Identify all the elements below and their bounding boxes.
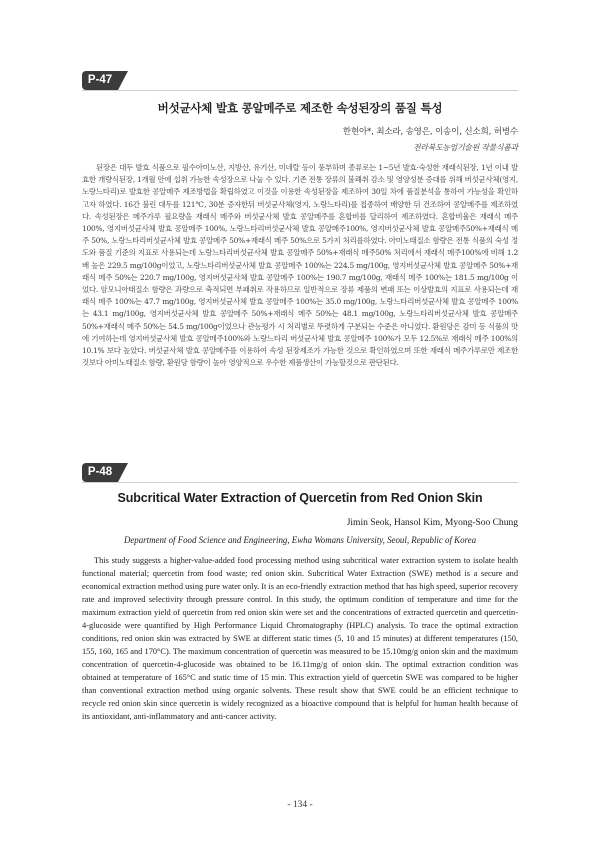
- abstract-tag-p48: P-48: [82, 463, 118, 482]
- authors-english: Jimin Seok, Hansol Kim, Myong-Soo Chung: [346, 518, 518, 528]
- abstract-body-korean: 된장은 대두 발효 식품으로 필수아미노산, 지방산, 유기산, 미네랄 등이 풍부하며 종류로는 1~5년 발효·숙성한 재래식된장, 1년 이내 발효한 개량식된장, 1개월 안에 섭취 가능한 속성장으로 나눌 수 있다. 기존 전통 장류의 불쾌취 감소 및 영양성분 증대를 위해 버섯균사체(영지, 노랑느타리)로 발효한 콩알메주 제조방법을 확립하였고 이것을 이용한 속성된장을 제조하여 30일 차에 품질분석을 통하여 가능성을 확인하고자 하였다. 16간 불린 대두를 121℃, 30분 증자한뒤 버섯균사체(영지, 노랑느타리)를 접종하여 배양한 뒤 건조하여 콩알메주를 제조하였다. 속성된장은 메주가루 필요량을 재래식 메주와 버섯균사체 발효 콩알메주를 혼합비를 달리하여 제조하였다. 혼합비율은 재래식 메주 100%, 영지버섯균사체 발효 콩알메주 100%, 노랑느타리버섯균사체 발효 콩알메주100%, 영지버섯균사체 발효 콩알메주50%+재래식 메주 50%, 노랑느타리버섯균사체 발효 콩알메주 50%+재래식 메주 50%으로 5가지 처리를하였다. 아미노태질소 함량은 전통 식품의 숙성 정도와 품질 기준의 지표로 사용되는데 노랑느타리버섯균사체 발효 콩알메주 50%+재래식 메주50% 처리에서 재래식 메주100%에 비해 1.2배 높은 229.5 mg/100g이었고, 노랑느타리버섯균사체 발효 콩알메주 100%는 224.5 mg/100g, 영지버섯균사체 발효 콩알메주 50%+재래식 메주 50%는 220.7 mg/100g, 영지버섯균사체 발효 콩알메주 100%는 190.7 mg/100g, 재래식 메주 100%는 181.5 mg/100g 이었다. 암모니아태질소 함량은 과량으로 축적되면 부패취로 작용하므로 일반적으로 장류 제품의 변패 또는 이상발효의 지표로 사용되는데 재래식 메주 100%는 47.7 mg/100g, 영지버섯균사체 발효 콩알메주 100%는 35.0 mg/100g, 노랑느타리버섯균사체 발효 콩알메주 100%는 43.1 mg/100g, 영지버섯균사체 발효 콩알메주 50%+재래식 메주 50%는 48.1 mg/100g, 노랑느타리버섯균사체 발효 콩알메주 50%+재래식 메주 50%는 54.5 mg/100g이었으나 관능평가 시 처리별로 뚜렷하게 구분되는 수준은 아니었다. 환원당은 감미 등 식품의 맛에 기여하는데 영지버섯균사체 발효 콩알메주100%와 노랑느타리 버섯균사체 발효 콩알메주 100%가 모두 12.5%로 재래식 메주 100%의 10.1% 보다 높았다. 버섯균사체 발효 콩알메주를 이용하여 속성 된장제조가 가능한 것으로 확인하였으며 또한 재래식 메주가루로만 제조한 것보다 아미노태질소 함량, 환원당 함량이 높아 영양적으로 우수한 제품생산이 가능할것으로 판단된다.: [82, 163, 518, 368]
- authors-korean: 한현아*, 최소라, 송영은, 이송이, 신소희, 허병수: [342, 127, 518, 137]
- abstract-title-english: Subcritical Water Extraction of Quercetin from Red Onion Skin: [117, 491, 483, 505]
- abstract-body-english: This study suggests a higher-value-added food processing method using subcritical water extraction system to isolate health functional material; quercetin from food waste; red onion skin. Subcritical Water Extraction (SWE) method is a secure and economical extraction method using pure water only. It is an eco-friendly extraction method that has high speed, superior recovery rate and improved selectivity through pressure control. In this study, the optimum condition of temperature and time for the maximum extraction yield of quercetin from red onion skin were set and the concentrations of extracted quercetin and quercetin-4-glucoside were quantified by High Performance Liquid Chromatography (HPLC) analysis. To trace the optimal extraction conditions, red onion skin was extracted by SWE at different static times (5, 10 and 15 minutes) at different temperatures (150, 155, 160, 165 and 170°C). The maximum concentration of quercetin was measured to be 15.10mg/g onion skin and the maximum concentration of quercetin-4-glucoside was obtained to be 16.11mg/g of onion skin. The optimal extraction condition was obtained at temperature of 165°C and static time of 15 min. This extraction yield of quercetin SWE was compared to be higher than conventional extraction method using organic solvents. These result show that SWE could be an efficient technique to recycle red onion skin since quercetin is widely recognized as a bioactive compound that is helpful for human health because of its antioxidant, anti-inflammatory and anti-cancer activity.: [82, 556, 518, 721]
- abstract-divider: [82, 482, 518, 483]
- abstract-divider: [82, 90, 518, 91]
- abstract-tag-p47: P-47: [82, 71, 118, 90]
- abstract-title-korean: 버섯균사체 발효 콩알메주로 제조한 속성된장의 품질 특성: [157, 101, 443, 115]
- page-number: - 134 -: [287, 800, 313, 810]
- affiliation-korean: 전라북도농업기술원 작물식품과: [413, 143, 518, 152]
- affiliation-english: Department of Food Science and Engineering, Ewha Womans University, Seoul, Republic of Korea: [123, 535, 477, 545]
